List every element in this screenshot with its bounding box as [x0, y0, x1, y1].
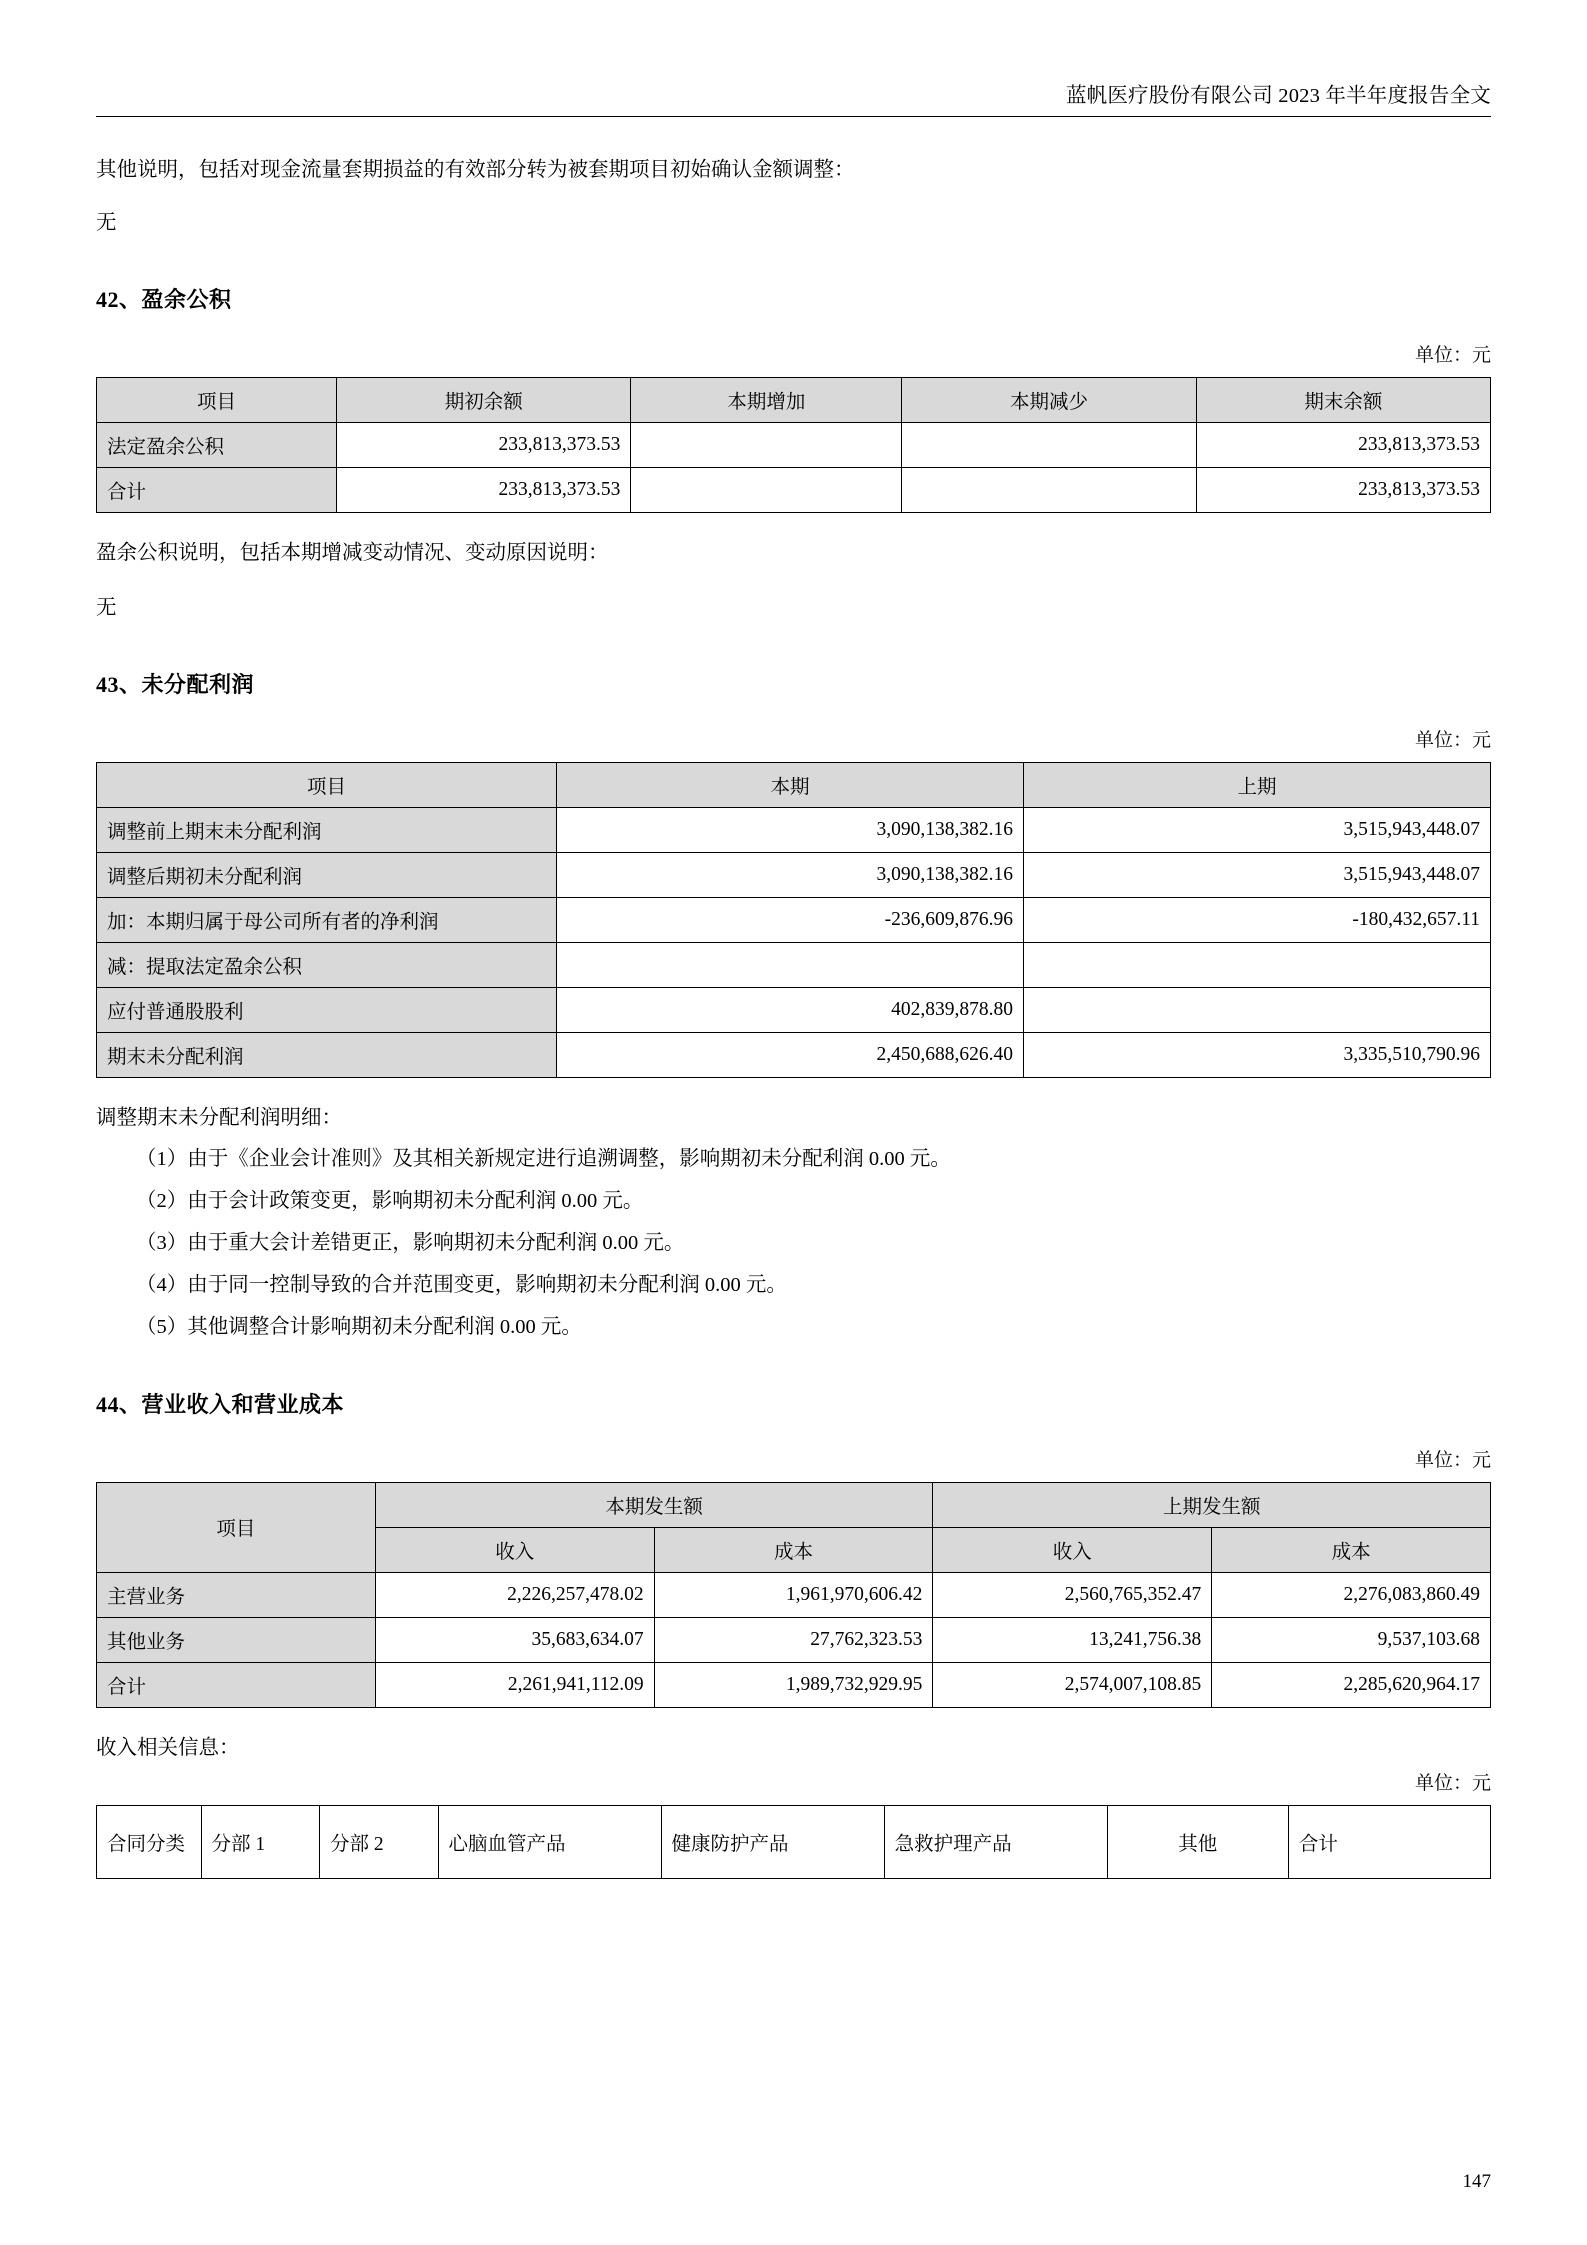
other-notes-value: 无 — [96, 211, 117, 234]
header-divider — [96, 116, 1491, 117]
table-header-row — [97, 1805, 1491, 1878]
profit-detail-item: （2）由于会计政策变更，影响期初未分配利润 0.00 元。 — [136, 1189, 644, 1212]
row-label: 应付普通股股利 — [97, 987, 557, 1032]
cell-current: -236,609,876.96 — [557, 897, 1024, 942]
row-label: 其他业务 — [97, 1617, 376, 1662]
cell-previous-cost: 2,276,083,860.49 — [1212, 1572, 1491, 1617]
cell-current: 3,090,138,382.16 — [557, 807, 1024, 852]
col-header-increase: 本期增加 — [631, 377, 902, 422]
table-row — [97, 987, 1491, 1032]
other-notes-line: 其他说明，包括对现金流量套期损益的有效部分转为被套期项目初始确认金额调整： — [96, 159, 855, 181]
profit-detail-title: 调整期末未分配利润明细： — [96, 1106, 342, 1129]
section-heading-42: 42、盈余公积 — [96, 286, 232, 312]
row-label: 减：提取法定盈余公积 — [97, 942, 557, 987]
cell-end: 233,813,373.53 — [1196, 422, 1490, 467]
page-header-title: 蓝帆医疗股份有限公司 2023 年半年度报告全文 — [1065, 85, 1491, 107]
table-row — [97, 467, 1491, 512]
table-row — [97, 942, 1491, 987]
col-header-previous-revenue: 收入 — [933, 1527, 1212, 1572]
cell-previous: 3,515,943,448.07 — [1024, 807, 1491, 852]
surplus-reserve-table — [96, 377, 1491, 513]
row-label: 加：本期归属于母公司所有者的净利润 — [97, 897, 557, 942]
row-label: 法定盈余公积 — [97, 422, 337, 467]
page-header — [96, 78, 1491, 116]
cell-previous-cost: 2,285,620,964.17 — [1212, 1662, 1491, 1707]
col-header-end: 期末余额 — [1196, 377, 1490, 422]
cell-begin: 233,813,373.53 — [337, 422, 631, 467]
table-header-row — [97, 762, 1491, 807]
cell-current-revenue: 35,683,634.07 — [375, 1617, 654, 1662]
cell-increase — [631, 467, 902, 512]
col-header-segment-1: 分部 1 — [201, 1805, 319, 1878]
col-header-previous-cost: 成本 — [1212, 1527, 1491, 1572]
profit-detail-item: （5）其他调整合计影响期初未分配利润 0.00 元。 — [136, 1315, 582, 1338]
cell-current-revenue: 2,226,257,478.02 — [375, 1572, 654, 1617]
page-number: 147 — [1462, 2171, 1491, 2192]
section-heading-44: 44、营业收入和营业成本 — [96, 1391, 345, 1417]
revenue-cost-table — [96, 1482, 1491, 1708]
table-row — [97, 1662, 1491, 1707]
row-label: 调整后期初未分配利润 — [97, 852, 557, 897]
cell-previous — [1024, 942, 1491, 987]
table-row — [97, 852, 1491, 897]
table-row — [97, 1572, 1491, 1617]
col-header-previous: 上期 — [1024, 762, 1491, 807]
surplus-reserve-note-value: 无 — [96, 596, 117, 619]
cell-increase — [631, 422, 902, 467]
row-label: 合计 — [97, 467, 337, 512]
cell-end: 233,813,373.53 — [1196, 467, 1490, 512]
col-header-current-group: 本期发生额 — [375, 1482, 933, 1527]
col-header-item: 项目 — [97, 377, 337, 422]
col-header-item: 项目 — [97, 762, 557, 807]
cell-previous: 3,515,943,448.07 — [1024, 852, 1491, 897]
table-row — [97, 422, 1491, 467]
table-row — [97, 1032, 1491, 1077]
revenue-info-title: 收入相关信息： — [96, 1736, 240, 1759]
cell-previous-revenue: 2,560,765,352.47 — [933, 1572, 1212, 1617]
table-header-row — [97, 377, 1491, 422]
cell-current-cost: 1,989,732,929.95 — [654, 1662, 933, 1707]
unit-label-44: 单位：元 — [1414, 1449, 1491, 1471]
table-row — [97, 897, 1491, 942]
surplus-reserve-note-title: 盈余公积说明，包括本期增减变动情况、变动原因说明： — [96, 541, 609, 564]
cell-begin: 233,813,373.53 — [337, 467, 631, 512]
profit-detail-item: （3）由于重大会计差错更正，影响期初未分配利润 0.00 元。 — [136, 1231, 685, 1254]
cell-current-revenue: 2,261,941,112.09 — [375, 1662, 654, 1707]
row-label: 调整前上期末未分配利润 — [97, 807, 557, 852]
row-label: 合计 — [97, 1662, 376, 1707]
cell-decrease — [902, 467, 1196, 512]
profit-detail-item: （4）由于同一控制导致的合并范围变更，影响期初未分配利润 0.00 元。 — [136, 1273, 787, 1296]
row-label: 期末未分配利润 — [97, 1032, 557, 1077]
cell-previous-revenue: 13,241,756.38 — [933, 1617, 1212, 1662]
col-header-item: 项目 — [97, 1482, 376, 1572]
cell-previous: -180,432,657.11 — [1024, 897, 1491, 942]
col-header-decrease: 本期减少 — [902, 377, 1196, 422]
col-header-segment-2: 分部 2 — [320, 1805, 438, 1878]
col-header-previous-group: 上期发生额 — [933, 1482, 1491, 1527]
cell-current: 3,090,138,382.16 — [557, 852, 1024, 897]
col-header-current-cost: 成本 — [654, 1527, 933, 1572]
cell-current: 402,839,878.80 — [557, 987, 1024, 1032]
unit-label-43: 单位：元 — [1414, 729, 1491, 751]
col-header-begin: 期初余额 — [337, 377, 631, 422]
section-heading-43: 43、未分配利润 — [96, 671, 255, 697]
unit-label-revenue-info: 单位：元 — [1414, 1772, 1491, 1794]
cell-current: 2,450,688,626.40 — [557, 1032, 1024, 1077]
col-header-other: 其他 — [1107, 1805, 1288, 1878]
table-header-row-top — [97, 1482, 1491, 1527]
contract-breakdown-table — [96, 1805, 1491, 1879]
cell-current — [557, 942, 1024, 987]
row-label: 主营业务 — [97, 1572, 376, 1617]
col-header-contract-type: 合同分类 — [97, 1805, 202, 1878]
table-row — [97, 1617, 1491, 1662]
cell-decrease — [902, 422, 1196, 467]
cell-previous: 3,335,510,790.96 — [1024, 1032, 1491, 1077]
cell-previous-revenue: 2,574,007,108.85 — [933, 1662, 1212, 1707]
profit-detail-item: （1）由于《企业会计准则》及其相关新规定进行追溯调整，影响期初未分配利润 0.00 元。 — [136, 1147, 951, 1170]
col-header-current-revenue: 收入 — [375, 1527, 654, 1572]
table-row — [97, 807, 1491, 852]
col-header-health-protection-products: 健康防护产品 — [661, 1805, 884, 1878]
unit-label-42: 单位：元 — [1414, 344, 1491, 366]
undistributed-profit-table — [96, 762, 1491, 1078]
col-header-cardio-products: 心脑血管产品 — [438, 1805, 661, 1878]
cell-current-cost: 27,762,323.53 — [654, 1617, 933, 1662]
cell-current-cost: 1,961,970,606.42 — [654, 1572, 933, 1617]
col-header-current: 本期 — [557, 762, 1024, 807]
col-header-emergency-care-products: 急救护理产品 — [884, 1805, 1107, 1878]
cell-previous-cost: 9,537,103.68 — [1212, 1617, 1491, 1662]
col-header-total: 合计 — [1288, 1805, 1490, 1878]
cell-previous — [1024, 987, 1491, 1032]
